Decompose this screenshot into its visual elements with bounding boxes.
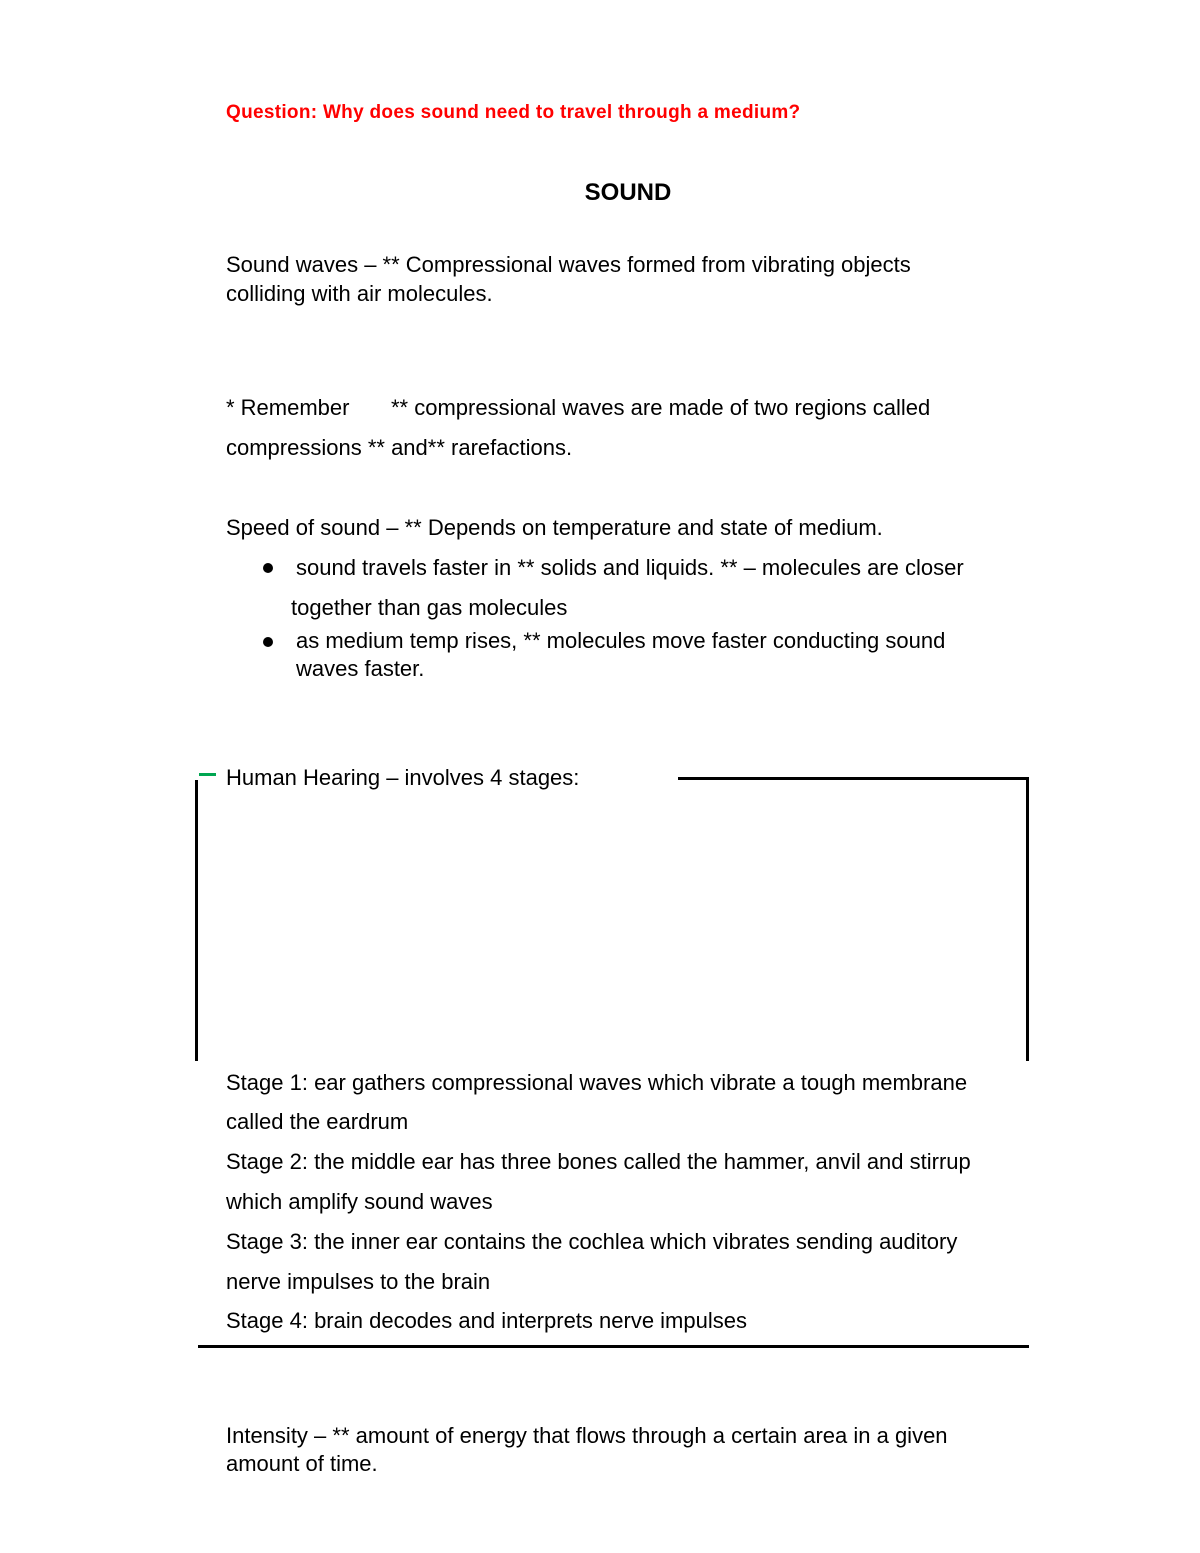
- frame-bottom-border: [198, 1345, 1029, 1348]
- intensity-line-2: amount of time.: [226, 1451, 378, 1476]
- stage-2-line-1: Stage 2: the middle ear has three bones called the hammer, anvil and stirrup: [226, 1149, 971, 1174]
- frame-left-border: [195, 780, 198, 1061]
- bullet-dot-icon: [263, 563, 273, 573]
- speed-bullet-1-line-1: sound travels faster in ** solids and liquids. ** – molecules are closer: [296, 555, 964, 580]
- frame-right-border: [1026, 777, 1029, 1061]
- hearing-heading: Human Hearing – involves 4 stages:: [226, 765, 580, 790]
- remember-label: * Remember: [226, 395, 350, 420]
- speed-bullet-1-line-2: together than gas molecules: [291, 595, 568, 620]
- stage-1-line-2: called the eardrum: [226, 1109, 409, 1134]
- speed-bullet-2-line-2: waves faster.: [296, 656, 425, 681]
- question-heading: Question: Why does sound need to travel through a medium?: [226, 102, 801, 123]
- speed-bullet-2-line-1: as medium temp rises, ** molecules move faster conducting sound: [296, 628, 946, 653]
- intensity-line-1: Intensity – ** amount of energy that flows through a certain area in a given: [226, 1423, 948, 1448]
- bullet-dot-icon: [263, 637, 273, 647]
- stage-3-line-2: nerve impulses to the brain: [226, 1269, 491, 1294]
- sound-waves-line-1: Sound waves – ** Compressional waves formed from vibrating objects: [226, 252, 911, 277]
- stage-4-line-1: Stage 4: brain decodes and interprets nerve impulses: [226, 1308, 747, 1333]
- stage-1-line-1: Stage 1: ear gathers compressional waves which vibrate a tough membrane: [226, 1070, 968, 1095]
- speed-heading: Speed of sound – ** Depends on temperature and state of medium.: [226, 515, 883, 540]
- sound-waves-line-2: colliding with air molecules.: [226, 281, 493, 306]
- remember-line-1: ** compressional waves are made of two regions called: [391, 395, 931, 420]
- stage-2-line-2: which amplify sound waves: [226, 1189, 493, 1214]
- stage-3-line-1: Stage 3: the inner ear contains the cochlea which vibrates sending auditory: [226, 1229, 958, 1254]
- frame-corner-marker: [199, 773, 216, 776]
- page-title: SOUND: [584, 179, 672, 206]
- frame-top-border: [678, 777, 1029, 780]
- remember-line-2: compressions ** and** rarefactions.: [226, 435, 573, 460]
